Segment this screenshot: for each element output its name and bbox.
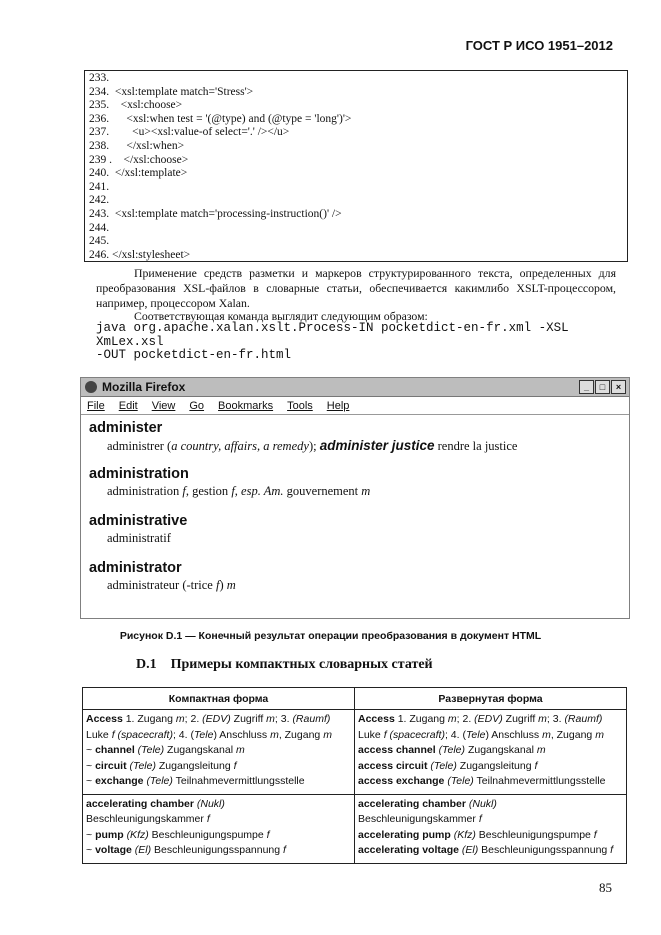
menu-edit[interactable]: Edit xyxy=(118,399,138,412)
expanded-cell: Access 1. Zugang m; 2. (EDV) Zugriff m; 3. (Raumf) Luke f (spacecraft); 4. (Tele) Anschluss m, Zugang m access channel (Tele) Zugangskanal m access circuit (Tele) Zugangsleitung f access exchange (Tele) Teilnahmevermittlungsstelle xyxy=(355,710,627,795)
browser-title: Mozilla Firefox xyxy=(102,380,186,394)
code-line: 235. <xsl:choose> xyxy=(89,99,183,112)
section-title: Примеры компактных словарных статей xyxy=(170,657,433,672)
code-listing xyxy=(84,70,628,262)
headword: administration xyxy=(89,466,189,482)
maximize-icon[interactable]: □ xyxy=(595,380,610,394)
compact-cell: accelerating chamber (Nukl) Beschleunigungskammer f ~ pump (Kfz) Beschleunigungspumpe f ~ voltage (El) Beschleunigungsspannung f xyxy=(83,794,355,863)
browser-screenshot xyxy=(80,377,630,619)
definition: administratif xyxy=(107,531,171,545)
document-header: ГОСТ Р ИСО 1951–2012 xyxy=(465,38,613,53)
menu-bookmarks[interactable]: Bookmarks xyxy=(218,399,274,412)
body-paragraph: Соответствующая команда выглядит следующим образом: xyxy=(134,309,428,323)
figure-caption: Рисунок D.1 — Конечный результат операции преобразования в документ HTML xyxy=(119,630,542,642)
code-line: 240. </xsl:template> xyxy=(89,167,188,180)
section-heading xyxy=(136,657,433,673)
column-header: Компактная форма xyxy=(83,688,355,710)
menu-file[interactable]: File xyxy=(87,399,105,412)
code-line: 239 . </xsl:choose> xyxy=(89,153,189,166)
code-line: 245. xyxy=(89,235,110,248)
code-line: 241. xyxy=(89,180,110,193)
menu-help[interactable]: Help xyxy=(326,399,350,412)
code-line: 234. <xsl:template match='Stress'> xyxy=(89,85,254,98)
section-number: D.1 xyxy=(136,657,157,672)
page-number: 85 xyxy=(599,880,612,895)
code-line: 233. xyxy=(89,72,110,84)
code-line: 246. </xsl:stylesheet> xyxy=(89,248,191,261)
table-row xyxy=(83,710,627,795)
menu-tools[interactable]: Tools xyxy=(287,399,313,412)
table-header-row xyxy=(83,688,627,710)
code-line: 243. <xsl:template match='processing-instruction()' /> xyxy=(89,207,342,220)
minimize-icon[interactable]: _ xyxy=(579,380,594,394)
code-line: 236. <xsl:when test = '(@type) and (@type = 'long')'> xyxy=(89,112,352,125)
code-line: 244. xyxy=(89,221,110,234)
browser-titlebar xyxy=(81,378,629,397)
body-paragraph: Применение средств разметки и маркеров структурированного текста, определенных для преобразования XSL-файлов в словарные статьи, обеспечивается какимлибо XSLT-процессором, например, процессором Xalan. xyxy=(96,266,616,310)
expanded-cell: accelerating chamber (Nukl) Beschleunigungskammer f accelerating pump (Kfz) Beschleunigungspumpe f accelerating voltage (El) Beschleunigungsspannung f xyxy=(355,794,627,863)
close-icon[interactable]: × xyxy=(611,380,626,394)
dictionary-entry xyxy=(89,513,187,546)
code-line: 237. <u><xsl:value-of select='.' /></u> xyxy=(89,126,290,139)
definition: administrer (a country, affairs, a remedy); administer justice rendre la justice xyxy=(107,438,518,453)
dictionary-entry xyxy=(89,466,370,499)
menu-go[interactable]: Go xyxy=(189,399,205,412)
dictionary-entry xyxy=(89,420,517,454)
dictionary-entry xyxy=(89,560,236,593)
code-line: 238. </xsl:when> xyxy=(89,139,185,152)
column-header: Развернутая форма xyxy=(355,688,627,710)
headword: administrative xyxy=(89,513,188,529)
definition: administration f, gestion f, esp. Am. gouvernement m xyxy=(107,484,371,498)
compact-cell: Access 1. Zugang m; 2. (EDV) Zugriff m; 3. (Raumf) Luke f (spacecraft); 4. (Tele) Anschluss m, Zugang m ~ channel (Tele) Zugangskanal m ~ circuit (Tele) Zugangsleitung f ~ exchange (Tele) Teilnahmevermittlungsstelle xyxy=(83,710,355,795)
firefox-icon xyxy=(85,381,97,393)
headword: administer xyxy=(89,420,163,436)
code-line: 242. xyxy=(89,194,110,207)
definition: administrateur (-trice f) m xyxy=(107,578,236,592)
command-example: java org.apache.xalan.xslt.Process-IN pocketdict-en-fr.xml -XSL XmLex.xsl -OUT pocketdict-en-fr.html xyxy=(96,321,569,362)
menu-view[interactable]: View xyxy=(151,399,176,412)
headword: administrator xyxy=(89,560,182,576)
examples-table xyxy=(82,687,627,864)
browser-menubar xyxy=(81,397,629,415)
table-row xyxy=(83,794,627,863)
